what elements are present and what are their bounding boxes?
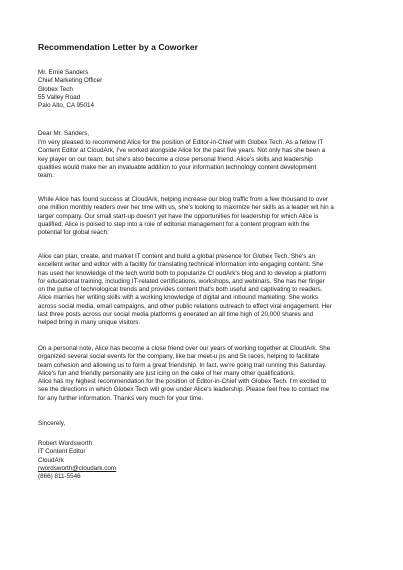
paragraph-1: [38, 139, 325, 180]
signer-name: Robert Wordsworth: [38, 440, 93, 447]
paragraph-line: for educational training, including IT-related certifications, workshops, and webinars. She has her finger: [38, 277, 325, 285]
signer-company: CloudArk: [38, 456, 64, 464]
paragraph-line: I'm very pleased to recommend Alice for the position of Editor-in-Chief with Globex Tech. As a fellow IT: [38, 139, 324, 146]
paragraph-line: key player on our team, but she's also become a close personal friend. Alice's skills and leadership: [38, 155, 313, 163]
paragraph-line: team.: [38, 172, 54, 179]
paragraph-line: Alice marries her writing skills with a working knowledge of digital and inbound marketing. She works: [38, 294, 318, 302]
paragraph-2: [38, 196, 334, 237]
signer-phone: (866) 811-5546: [38, 473, 81, 480]
closing: Sincerely,: [38, 420, 66, 427]
recipient-street: 55 Valley Road: [38, 93, 81, 101]
paragraph-line: for any further information. Thanks very much for your time.: [38, 394, 204, 402]
recipient-title: Chief Marketing Officer: [38, 77, 103, 85]
recipient-address: [38, 69, 102, 110]
paragraph-line: one million monthly readers over her time with us, she's looking to maximize her skills as a leader wit hin a: [38, 204, 334, 212]
signer-title: IT Content Editor: [38, 448, 86, 456]
recipient-name: Mr. Ernie Sanders: [38, 69, 89, 76]
paragraph-line: Alice's fun and friendly personality are just icing on the cake of her many other qualifications.: [38, 369, 296, 377]
paragraph-line: helped bring in many unique visitors.: [38, 319, 141, 326]
recipient-city: Palo Alto, CA 95014: [38, 102, 95, 109]
paragraph-line: potential for global reach.: [38, 229, 109, 236]
paragraph-line: across social media, email campaigns, and other public relations outreach to effect viral engagement. Her: [38, 302, 332, 310]
paragraph-3: [38, 253, 332, 327]
paragraph-4: [38, 345, 330, 403]
recipient-company: Globex Tech: [38, 85, 73, 93]
signature-block: [38, 440, 116, 481]
paragraph-line: qualified. Alice is poised to step into a role of editorial management for a content program with the: [38, 220, 310, 228]
paragraph-line: organized several social events for the company, like bar meet-u ps and 5k races, helping to facilitate: [38, 353, 320, 361]
paragraph-line: qualities would make her an invaluable addition to your information technology content development: [38, 163, 317, 171]
signer-email-link[interactable]: rwordsworth@cloudark.com: [38, 464, 117, 472]
paragraph-line: last three posts across our social media platforms g enerated an all time high of 20,000 shares and: [38, 310, 314, 318]
paragraph-line: Alice can plan, create, and market IT content and build a global presence for Globex Tech. She's an: [38, 253, 316, 260]
paragraph-line: has used her knowledge of the tech world both to popularize Cl oudArk's blog and to develop a platform: [38, 269, 327, 277]
paragraph-line: see the directions in which Globex Tech will grow under Alice's leadership. Please feel free to contact me: [38, 386, 330, 394]
paragraph-line: While Alice has found success at CloudArk, helping increase our blog traffic from a few thousand to over: [38, 196, 329, 203]
paragraph-line: On a personal note, Alice has become a close friend over our years of working together at CloudArk. She: [38, 345, 331, 352]
salutation: Dear Mr. Sanders,: [38, 130, 90, 137]
paragraph-line: Content Editor at CloudArk, I've worked alongside Alice for the past five years. Not only has she been a: [38, 147, 326, 155]
paragraph-line: excellent writer and editor with a facility for translating technical information into engaging content. She: [38, 261, 324, 269]
document-title: Recommendation Letter by a Coworker: [38, 42, 198, 52]
paragraph-line: team cohesion and allowing us to form a great friendship. In fact, we're going trail running this Saturday.: [38, 361, 327, 369]
paragraph-line: larger company. Our small start-up doesn't yet have the opportunities for leadership for which Alice is: [38, 212, 319, 220]
paragraph-line: Alice has my highest recommendation for the position of Editor-in-Chief with Globex Tech. I'm excited to: [38, 378, 327, 385]
paragraph-line: on the pulse of technological trends and provides content that's both useful and captivating to readers.: [38, 286, 323, 293]
